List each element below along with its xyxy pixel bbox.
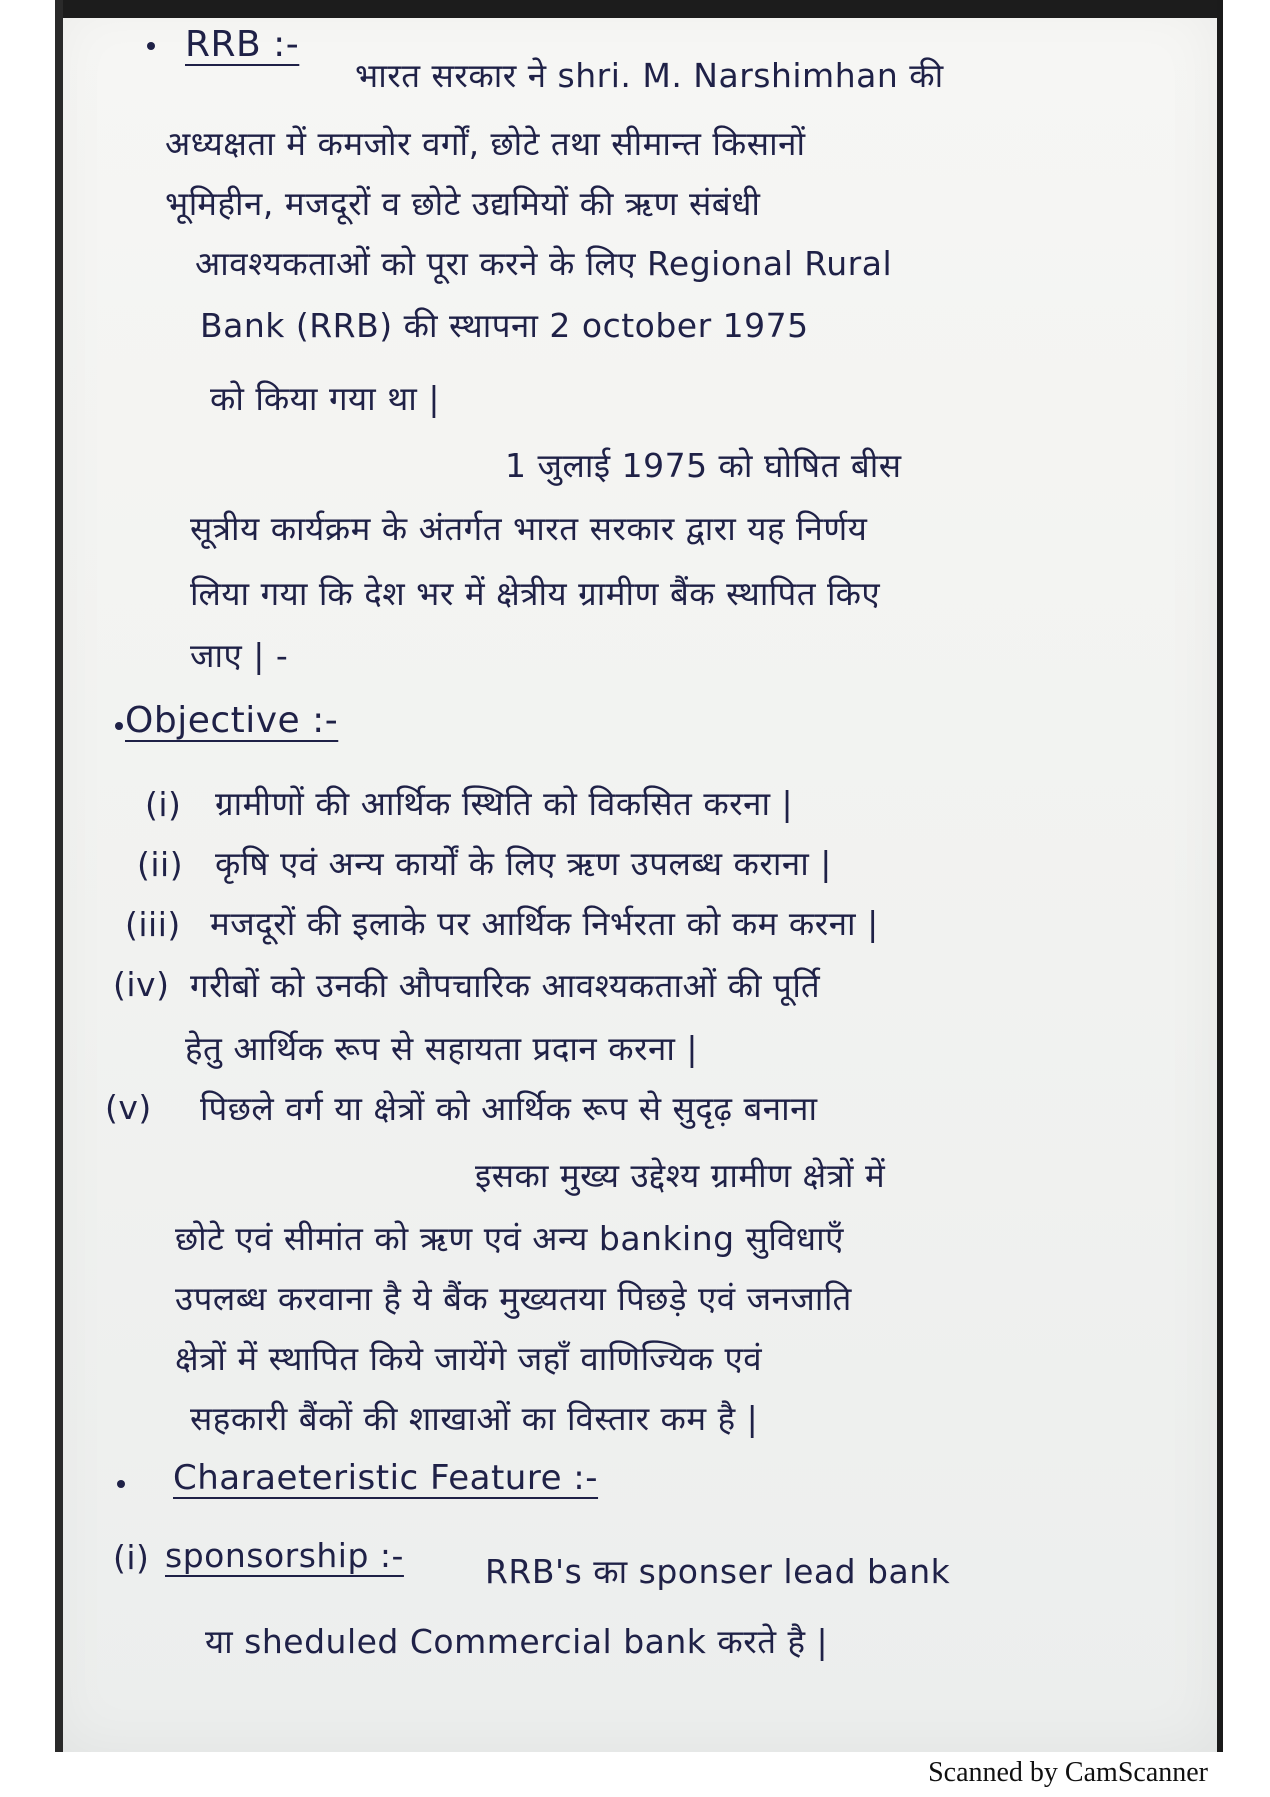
objective-num-4: (iv) (113, 965, 170, 1004)
objective-text-4b: हेतु आर्थिक रूप से सहायता प्रदान करना | (185, 1029, 699, 1068)
scanner-watermark: Scanned by CamScanner (928, 1757, 1208, 1788)
bullet-dot (147, 42, 155, 50)
sponsorship-heading: sponsorship :- (165, 1536, 404, 1575)
objective-text-5: पिछले वर्ग या क्षेत्रों को आर्थिक रूप से सुदृढ़ बनाना (200, 1089, 818, 1128)
objective-num-5: (v) (105, 1088, 152, 1127)
objective-para-5: सहकारी बैंकों की शाखाओं का विस्तार कम है | (190, 1399, 759, 1438)
objective-text-2: कृषि एवं अन्य कार्यों के लिए ऋण उपलब्ध कराना | (215, 844, 832, 883)
rrb-line-10: जाए | - (190, 636, 289, 675)
rrb-line-2: अध्यक्षता में कमजोर वर्गों, छोटे तथा सीमान्त किसानों (165, 124, 806, 163)
rrb-line-9: लिया गया कि देश भर में क्षेत्रीय ग्रामीण बैंक स्थापित किए (190, 574, 881, 613)
notebook-paper (55, 0, 1223, 1752)
objective-para-1: इसका मुख्य उद्देश्य ग्रामीण क्षेत्रों में (475, 1156, 886, 1195)
rrb-line-1: भारत सरकार ने shri. M. Narshimhan की (355, 56, 944, 95)
sponsorship-num: (i) (113, 1538, 150, 1577)
characteristic-heading: Charaeteristic Feature :- (173, 1458, 599, 1498)
rrb-line-4: आवश्यकताओं को पूरा करने के लिए Regional Rural (195, 244, 893, 283)
rrb-heading: RRB :- (185, 24, 300, 65)
sponsorship-line-1: RRB's का sponser lead bank (485, 1552, 951, 1591)
objective-heading: Objective :- (125, 700, 339, 741)
objective-para-2: छोटे एवं सीमांत को ऋण एवं अन्य banking सुविधाएँ (175, 1219, 844, 1258)
bullet-dot (117, 1480, 125, 1488)
objective-para-3: उपलब्ध करवाना है ये बैंक मुख्यतया पिछड़े एवं जनजाति (175, 1279, 852, 1318)
rrb-line-5: Bank (RRB) की स्थापना 2 october 1975 (200, 306, 809, 345)
objective-num-3: (iii) (125, 905, 181, 944)
objective-num-1: (i) (145, 785, 182, 824)
objective-text-3: मजदूरों की इलाके पर आर्थिक निर्भरता को कम करना | (210, 904, 879, 943)
rrb-line-3: भूमिहीन, मजदूरों व छोटे उद्यमियों की ऋण संबंधी (165, 184, 761, 223)
objective-num-2: (ii) (137, 845, 184, 884)
rrb-line-7: 1 जुलाई 1975 को घोषित बीस (505, 446, 902, 485)
bullet-dot (115, 722, 123, 730)
objective-text-4: गरीबों को उनकी औपचारिक आवश्यकताओं की पूर्ति (190, 966, 821, 1005)
objective-text-1: ग्रामीणों की आर्थिक स्थिति को विकसित करना | (215, 784, 794, 823)
rrb-line-8: सूत्रीय कार्यक्रम के अंतर्गत भारत सरकार द्वारा यह निर्णय (190, 509, 868, 548)
sponsorship-line-2: या sheduled Commercial bank करते है | (205, 1622, 829, 1661)
rrb-line-6: को किया गया था | (210, 379, 440, 418)
objective-para-4: क्षेत्रों में स्थापित किये जायेंगे जहाँ वाणिज्यिक एवं (175, 1339, 763, 1378)
